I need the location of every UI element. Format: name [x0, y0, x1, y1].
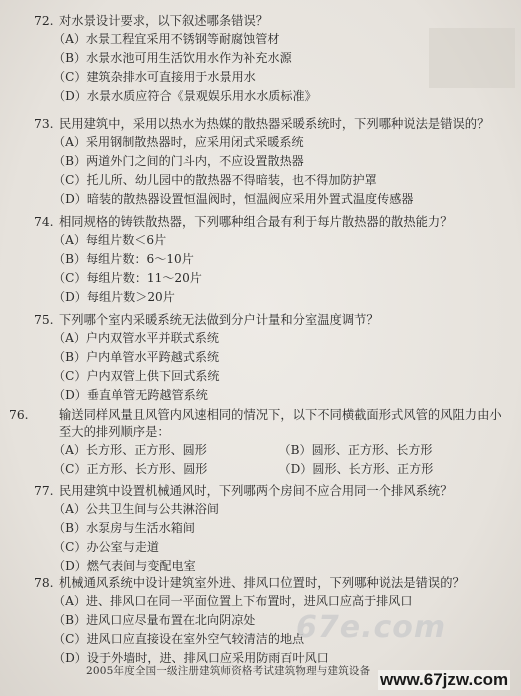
option-b: （B）户内单管水平跨越式系统 [53, 350, 220, 364]
option-b: （B）进风口应尽量布置在北向阴凉处 [53, 613, 256, 627]
question-number: 77. [34, 484, 54, 498]
question-text: 相同规格的铸铁散热器，下列哪种组合最有利于每片散热器的散热能力？ [59, 215, 453, 229]
option-b: （B）水景水池可用生活饮用水作为补充水源 [53, 51, 292, 65]
option-c: （C）建筑杂排水可直接用于水景用水 [53, 70, 256, 84]
option-d: （D）圆形、长方形、正方形 [278, 462, 434, 476]
question-text: 下列哪个室内采暖系统无法做到分户计量和分室温度调节？ [59, 313, 379, 327]
question-75 [34, 312, 504, 405]
option-c: （C）托儿所、幼儿园中的散热器不得暗装，也不得加防护罩 [53, 173, 377, 187]
option-c: （C）户内双管上供下回式系统 [53, 369, 220, 383]
option-d: （D）暗装的散热器设置恒温阀时，恒温阀应采用外置式温度传感器 [53, 192, 414, 206]
option-c: （C）每组片数：11～20片 [53, 271, 202, 285]
option-d: （D）水景水质应符合《景观娱乐用水水质标准》 [53, 89, 317, 103]
question-stem [34, 214, 504, 231]
question-number: 76. [9, 408, 29, 422]
question-number: 72. [34, 14, 54, 28]
question-text: 输送同样风量且风管内风速相同的情况下，以下不同横截面形式风管的风阻力由小至大的排列顺序是： [59, 408, 502, 439]
option-d: （D）每组片数＞20片 [53, 290, 175, 304]
question-number: 74. [34, 215, 54, 229]
question-stem [34, 575, 504, 592]
question-stem [34, 483, 504, 500]
question-77 [34, 483, 504, 576]
option-a: （A）水景工程宜采用不锈钢等耐腐蚀管材 [53, 32, 280, 46]
question-stem [34, 116, 504, 133]
watermark-url: www.67jzw.com [380, 670, 509, 689]
question-72 [34, 13, 504, 106]
option-a: （A）户内双管水平并联式系统 [53, 331, 219, 345]
option-a: （A）长方形、正方形、圆形 [53, 443, 207, 457]
question-stem [34, 312, 504, 329]
question-text: 机械通风系统中设计建筑室外进、排风口位置时，下列哪种说法是错误的？ [59, 576, 465, 590]
option-b: （B）水泵房与生活水箱间 [53, 521, 195, 535]
option-d: （D）设于外墙时，进、排风口应采用防雨百叶风口 [53, 651, 329, 665]
option-a: （A）公共卫生间与公共淋浴间 [53, 502, 219, 516]
question-number: 73. [34, 117, 54, 131]
option-c: （C）办公室与走道 [53, 540, 160, 554]
option-c: （C）正方形、长方形、圆形 [53, 462, 208, 476]
option-b: （B）两道外门之间的门斗内，不应设置散热器 [53, 154, 304, 168]
options-row [34, 460, 504, 479]
options-row [34, 441, 504, 460]
question-74 [34, 214, 504, 307]
option-c: （C）进风口应直接设在室外空气较清洁的地点 [53, 632, 305, 646]
option-a: （A）进、排风口在同一平面位置上下布置时，进风口应高于排风口 [53, 594, 413, 608]
option-b: （B）每组片数：6～10片 [53, 252, 194, 266]
option-a: （A）每组片数＜6片 [53, 233, 167, 247]
question-stem [34, 13, 504, 30]
option-d: （D）燃气表间与变配电室 [53, 559, 196, 573]
question-text: 民用建筑中设置机械通风时，下列哪两个房间不应合用同一个排风系统？ [59, 484, 453, 498]
question-73 [34, 116, 504, 209]
question-text: 对水景设计要求，以下叙述哪条错误？ [59, 14, 269, 28]
option-b: （B）圆形、正方形、长方形 [278, 443, 433, 457]
question-number: 78. [34, 576, 54, 590]
question-stem [9, 407, 504, 441]
option-d: （D）垂直单管无跨越管系统 [53, 388, 208, 402]
watermark-logo: 67e.com [296, 610, 447, 645]
option-a: （A）采用钢制散热器时，应采用闭式采暖系统 [53, 135, 304, 149]
question-number: 75. [34, 313, 54, 327]
question-text: 民用建筑中，采用以热水为热媒的散热器采暖系统时，下列哪种说法是错误的？ [59, 117, 490, 131]
question-76 [9, 407, 504, 479]
page-footer: 2005年度全国一级注册建筑师资格考试建筑物理与建筑设备 [86, 665, 371, 677]
